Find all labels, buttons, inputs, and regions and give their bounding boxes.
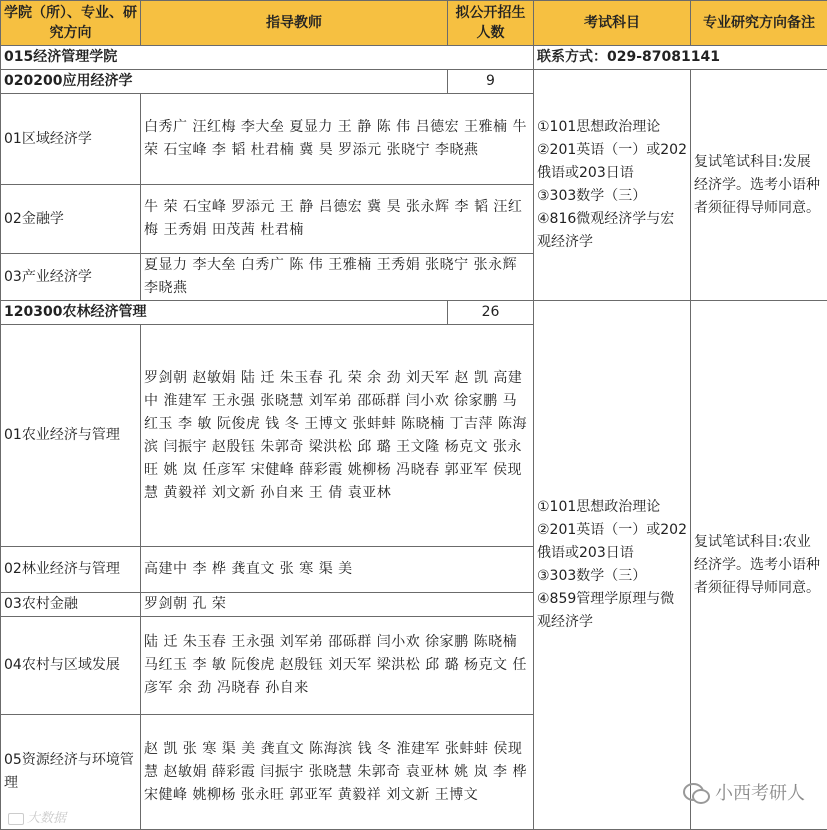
direction-teachers: 赵 凯 张 寒 渠 美 龚直文 陈海滨 钱 冬 淮建军 张蚌蚌 侯现慧 赵敏娟 薛彩霞 闫振宇 张晓慧 朱郭奇 袁亚林 姚 岚 李 桦 宋健峰 姚柳杨 张永旺 郭亚军 黄毅祥 刘文新 王博文 bbox=[141, 715, 534, 830]
major-row bbox=[1, 70, 827, 94]
direction-teachers: 牛 荣 石宝峰 罗添元 王 静 吕德宏 冀 昊 张永辉 李 韬 汪红梅 王秀娟 田茂茜 杜君楠 bbox=[141, 185, 534, 254]
watermark-right bbox=[683, 779, 805, 805]
college-row bbox=[1, 46, 827, 70]
major-row bbox=[1, 301, 827, 325]
header-college: 学院（所）、专业、研究方向 bbox=[1, 1, 141, 46]
wechat-icon bbox=[683, 781, 709, 803]
direction-name: 04农村与区域发展 bbox=[1, 617, 141, 715]
watermark-left bbox=[8, 807, 66, 826]
direction-teachers: 陆 迁 朱玉春 王永强 刘军弟 邵砾群 闫小欢 徐家鹏 陈晓楠 马红玉 李 敏 阮俊虎 赵殷钰 刘天军 梁洪松 邱 璐 杨克文 任彦军 余 劲 冯晓春 孙自来 bbox=[141, 617, 534, 715]
major-name: 120300农林经济管理 bbox=[1, 301, 448, 325]
header-row bbox=[1, 1, 827, 46]
direction-teachers: 夏显力 李大垒 白秀广 陈 伟 王雅楠 王秀娟 张晓宁 张永辉 李晓燕 bbox=[141, 254, 534, 301]
college-contact: 联系方式：029-87081141 bbox=[534, 46, 827, 70]
direction-name: 01区域经济学 bbox=[1, 94, 141, 185]
direction-name: 03产业经济学 bbox=[1, 254, 141, 301]
direction-teachers: 罗剑朝 赵敏娟 陆 迁 朱玉春 孔 荣 余 劲 刘天军 赵 凯 高建中 淮建军 王永强 张晓慧 刘军弟 邵砾群 闫小欢 徐家鹏 马红玉 李 敏 阮俊虎 钱 冬 王博文 张蚌蚌 陈晓楠 丁吉萍 陈海滨 闫振宇 赵殷钰 朱郭奇 梁洪松 邱 璐 王文隆 杨克文 张永旺 姚 岚 任彦军 宋健峰 薛彩霞 姚柳杨 冯晓春 郭亚军 侯现慧 黄毅祥 刘文新 孙自来 王 倩 袁亚林 bbox=[141, 325, 534, 547]
header-remark: 专业研究方向备注 bbox=[691, 1, 827, 46]
header-quota: 拟公开招生人数 bbox=[448, 1, 534, 46]
major-remark: 复试笔试科目:发展经济学。选考小语种者须征得导师同意。 bbox=[691, 70, 827, 301]
direction-teachers: 罗剑朝 孔 荣 bbox=[141, 593, 534, 617]
major-remark: 复试笔试科目:农业经济学。选考小语种者须征得导师同意。 bbox=[691, 301, 827, 830]
camera-icon bbox=[8, 813, 24, 825]
college-name: 015经济管理学院 bbox=[1, 46, 534, 70]
exam-subjects bbox=[534, 70, 691, 301]
direction-name: 02林业经济与管理 bbox=[1, 547, 141, 593]
header-exam-subjects: 考试科目 bbox=[534, 1, 691, 46]
direction-teachers: 高建中 李 桦 龚直文 张 寒 渠 美 bbox=[141, 547, 534, 593]
subject-item: ②201英语（一）或202俄语或203日语 bbox=[537, 519, 687, 565]
header-teachers: 指导教师 bbox=[141, 1, 448, 46]
direction-name: 01农业经济与管理 bbox=[1, 325, 141, 547]
subject-item: ③303数学（三） bbox=[537, 185, 687, 208]
major-name: 020200应用经济学 bbox=[1, 70, 448, 94]
subject-item: ④859管理学原理与微观经济学 bbox=[537, 588, 687, 634]
subject-item: ②201英语（一）或202俄语或203日语 bbox=[537, 139, 687, 185]
subject-item: ①101思想政治理论 bbox=[537, 496, 687, 519]
direction-name: 03农村金融 bbox=[1, 593, 141, 617]
direction-name: 05资源经济与环境管理 bbox=[1, 715, 141, 830]
exam-subjects bbox=[534, 301, 691, 830]
subject-item: ④816微观经济学与宏观经济学 bbox=[537, 208, 687, 254]
direction-name: 02金融学 bbox=[1, 185, 141, 254]
watermark-right-text: 小西考研人 bbox=[715, 779, 805, 805]
major-quota: 9 bbox=[448, 70, 534, 94]
watermark-left-text: 大数据 bbox=[27, 811, 66, 826]
major-quota: 26 bbox=[448, 301, 534, 325]
subject-item: ①101思想政治理论 bbox=[537, 116, 687, 139]
direction-teachers: 白秀广 汪红梅 李大垒 夏显力 王 静 陈 伟 吕德宏 王雅楠 牛 荣 石宝峰 李 韬 杜君楠 冀 昊 罗添元 张晓宁 李晓燕 bbox=[141, 94, 534, 185]
subject-item: ③303数学（三） bbox=[537, 565, 687, 588]
